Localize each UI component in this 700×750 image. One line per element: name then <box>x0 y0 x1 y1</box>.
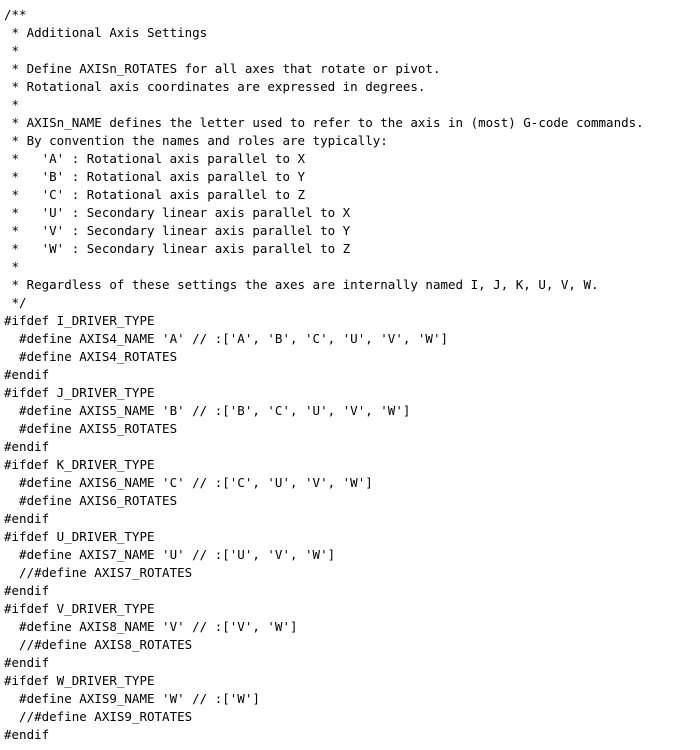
code-line: #endif <box>4 367 50 382</box>
code-line: #define AXIS8_NAME 'V' // :['V', 'W'] <box>4 619 298 634</box>
code-line: #define AXIS6_ROTATES <box>4 493 178 508</box>
code-line: #ifdef J_DRIVER_TYPE <box>4 385 155 400</box>
code-line: #define AXIS7_NAME 'U' // :['U', 'V', 'W'] <box>4 547 336 562</box>
code-line: #endif <box>4 439 50 454</box>
code-line: /** <box>4 7 27 22</box>
code-line: #define AXIS5_ROTATES <box>4 421 178 436</box>
code-line: * Rotational axis coordinates are expressed in degrees. <box>4 79 426 94</box>
code-line: * 'V' : Secondary linear axis parallel to Y <box>4 223 351 238</box>
code-line: * Regardless of these settings the axes are internally named I, J, K, U, V, W. <box>4 277 599 292</box>
code-line: * AXISn_NAME defines the letter used to refer to the axis in (most) G-code commands. <box>4 115 644 130</box>
code-line: */ <box>4 295 27 310</box>
code-line: * 'C' : Rotational axis parallel to Z <box>4 187 306 202</box>
code-line: #define AXIS5_NAME 'B' // :['B', 'C', 'U', 'V', 'W'] <box>4 403 411 418</box>
code-line: * 'U' : Secondary linear axis parallel to X <box>4 205 351 220</box>
code-line: #endif <box>4 655 50 670</box>
code-line: #endif <box>4 511 50 526</box>
code-line: #ifdef U_DRIVER_TYPE <box>4 529 155 544</box>
code-line: #define AXIS9_NAME 'W' // :['W'] <box>4 691 260 706</box>
code-line: #ifdef W_DRIVER_TYPE <box>4 673 155 688</box>
code-line: * <box>4 259 20 274</box>
code-line: #endif <box>4 583 50 598</box>
code-line: * <box>4 43 20 58</box>
code-line: * 'W' : Secondary linear axis parallel to Z <box>4 241 351 256</box>
code-line: * Additional Axis Settings <box>4 25 208 40</box>
code-line: #define AXIS4_NAME 'A' // :['A', 'B', 'C', 'U', 'V', 'W'] <box>4 331 449 346</box>
code-line: #endif <box>4 727 50 742</box>
code-line: #define AXIS4_ROTATES <box>4 349 178 364</box>
code-line: * 'A' : Rotational axis parallel to X <box>4 151 306 166</box>
code-line: //#define AXIS7_ROTATES <box>4 565 193 580</box>
code-line: #ifdef K_DRIVER_TYPE <box>4 457 155 472</box>
code-line: #define AXIS6_NAME 'C' // :['C', 'U', 'V', 'W'] <box>4 475 373 490</box>
code-line: * Define AXISn_ROTATES for all axes that rotate or pivot. <box>4 61 441 76</box>
code-line: //#define AXIS9_ROTATES <box>4 709 193 724</box>
code-line: * <box>4 97 20 112</box>
code-line: * By convention the names and roles are typically: <box>4 133 388 148</box>
code-line: * 'B' : Rotational axis parallel to Y <box>4 169 306 184</box>
code-line: #ifdef I_DRIVER_TYPE <box>4 313 155 328</box>
code-line: //#define AXIS8_ROTATES <box>4 637 193 652</box>
code-line: #ifdef V_DRIVER_TYPE <box>4 601 155 616</box>
